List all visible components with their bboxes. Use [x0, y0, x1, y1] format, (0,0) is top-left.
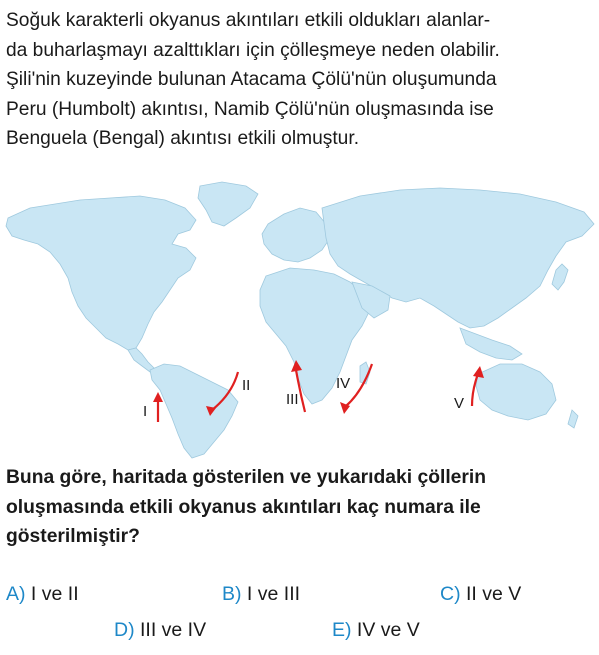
paragraph-line: Benguela (Bengal) akıntısı etkili olmuştur.: [6, 128, 360, 149]
option-letter: A): [6, 583, 26, 605]
option-d[interactable]: [114, 618, 206, 642]
europe-shape: [262, 208, 330, 262]
label-ii: II: [242, 377, 251, 394]
south-america-shape: [150, 364, 238, 458]
australia-shape: [476, 364, 556, 420]
option-b[interactable]: [222, 582, 300, 606]
option-text: III ve IV: [140, 619, 207, 641]
label-iii: III: [286, 391, 299, 408]
option-text: II ve V: [466, 583, 522, 605]
africa-shape: [260, 268, 370, 404]
central-america-shape: [128, 348, 154, 372]
option-e[interactable]: [332, 618, 420, 642]
new-zealand-shape: [568, 410, 578, 428]
option-letter: D): [114, 619, 135, 641]
question-line: gösterilmiştir?: [6, 526, 140, 547]
option-letter: E): [332, 619, 352, 641]
world-map: [0, 178, 599, 460]
paragraph-line: Peru (Humbolt) akıntısı, Namib Çölü'nün oluşmasında ise: [6, 98, 494, 120]
north-america-shape: [6, 196, 196, 350]
option-text: I ve III: [246, 583, 301, 605]
southeast-asia-islands-shape: [460, 328, 522, 360]
option-letter: B): [222, 583, 242, 605]
intro-paragraph: [6, 6, 594, 154]
current-arrow-i: [153, 392, 163, 422]
option-a[interactable]: [6, 582, 79, 606]
question-line: Buna göre, haritada gösterilen ve yukarıdaki çöllerin: [6, 467, 487, 488]
label-i: I: [143, 403, 148, 420]
label-v: V: [454, 395, 465, 412]
question-text: [6, 463, 594, 552]
option-text: IV ve V: [356, 619, 420, 641]
option-text: I ve II: [30, 583, 79, 605]
question-line: oluşmasında etkili okyanus akıntıları kaç numara ile: [6, 496, 481, 518]
paragraph-line: Şili'nin kuzeyinde bulunan Atacama Çölü'nün oluşumunda: [6, 69, 497, 90]
option-c[interactable]: [440, 582, 521, 606]
japan-shape: [552, 264, 568, 290]
label-iv: IV: [336, 375, 351, 392]
option-letter: C): [440, 583, 461, 605]
paragraph-line: Soğuk karakterli okyanus akıntıları etkili oldukları alanlar-: [6, 10, 491, 31]
paragraph-line: da buharlaşmayı azalttıkları için çölleşmeye neden olabilir.: [6, 39, 500, 61]
greenland-shape: [198, 182, 258, 226]
